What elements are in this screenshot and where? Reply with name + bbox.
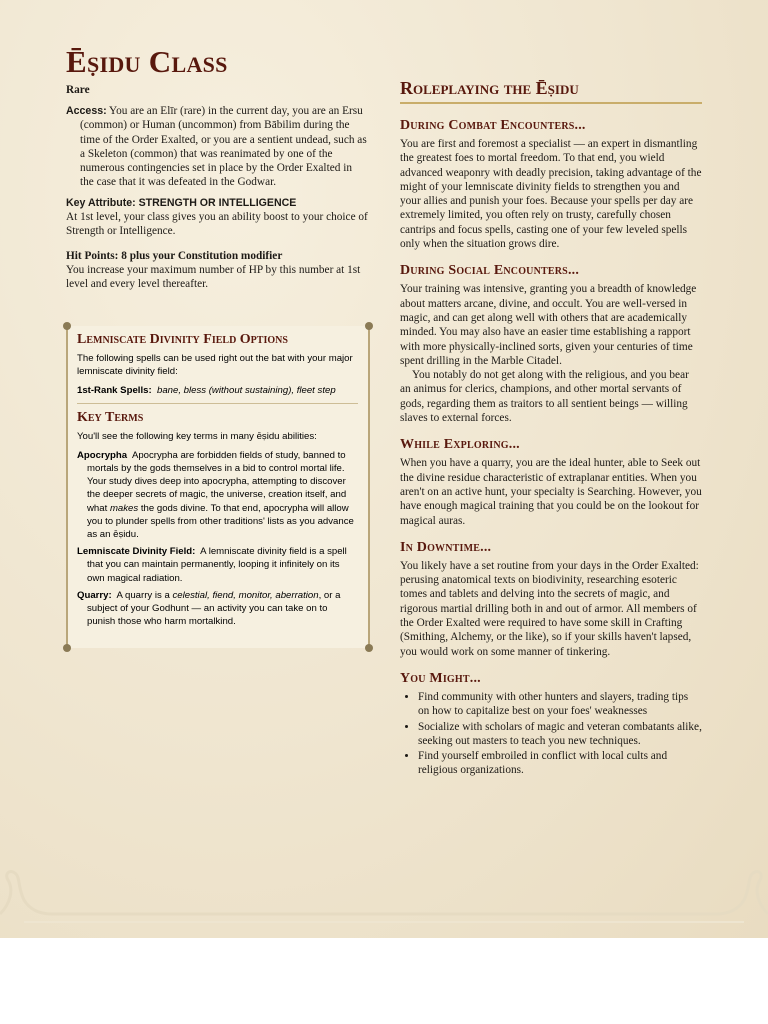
sidebar-corner-top-right: [365, 322, 373, 330]
key-terms-intro: You'll see the following key terms in many ēṣidu abilities:: [77, 430, 317, 442]
field-term-label: Lemniscate Divinity Field:: [77, 546, 196, 558]
field-options-text: The following spells can be used right out the bat with your major lemniscate divinity field:: [77, 353, 353, 378]
spells-text: bane, bless (without sustaining), fleet step: [157, 385, 336, 397]
exploring-text: When you have a quarry, you are the ideal hunter, able to Seek out the divine residue characteristic of extraplanar entities. When you aren't on an active hunt, your specialty is Searching. However, you have enough magical training that you could be on the lookout for magical auras.: [400, 457, 702, 527]
list-item: • Find yourself embroiled in conflict with local cults and religious organizations.: [418, 749, 702, 778]
roleplaying-heading: Roleplaying the Ēṣidu: [400, 78, 702, 104]
footer-ornament: [0, 860, 768, 938]
list-item: • Find community with other hunters and slayers, trading tips on how to capitalize best on your foes' weaknesses: [418, 690, 702, 719]
quarry-label: Quarry:: [77, 589, 112, 601]
exploring-heading: While Exploring...: [400, 437, 520, 453]
key-attribute-label: Key Attribute: STRENGTH OR INTELLIGENCE: [66, 196, 297, 209]
right-column: [400, 78, 702, 779]
ornament-border: [0, 872, 768, 914]
hit-points-text: You increase your maximum number of HP by this number at 1st level and every level thereafter.: [66, 263, 361, 291]
social-heading: During Social Encounters...: [400, 263, 580, 279]
hit-points-label: Hit Points: 8 plus your Constitution modifier: [66, 249, 283, 262]
quarry-text: A quarry is a: [116, 589, 173, 601]
left-column: [66, 44, 368, 292]
apocrypha-label: Apocrypha: [77, 449, 128, 461]
quarry-terms: celestial, fiend, monitor, aberration: [172, 589, 319, 601]
spells-label: 1st-Rank Spells:: [77, 385, 152, 397]
apocrypha-makes: makes: [109, 502, 139, 514]
sidebar-box: [66, 326, 370, 648]
apocrypha-term: [77, 449, 358, 541]
combat-text: You are first and foremost a specialist — an expert in dismantling the greatest foes to mortal freedom. To that end, you wield advanced weaponry with deadly precision, taking advantage of the might of your lemniscate divinity fields to strengthen you and your allies and punish your foes. Because your spells per day are extremely limited, you often rely on trusty, carefully chosen cantrips and focus spells, casting one of your few leveled spells only when the situation grows dire.: [400, 138, 702, 251]
downtime-heading: In Downtime...: [400, 539, 492, 555]
key-attribute-text: At 1st level, your class gives you an ability boost to your choice of Strength or Intelligence.: [66, 211, 368, 238]
sidebar-corner-top-left: [63, 322, 71, 330]
field-options-heading: Lemniscate Divinity Field Options: [77, 332, 288, 347]
sidebar-divider: [77, 403, 358, 404]
key-attribute-block: [66, 196, 368, 239]
social-text-1: Your training was intensive, granting you a breadth of knowledge about matters arcane, divine, and occult. You are well-versed in magic, and can get along well with others that are academically minded. You may also have an easier time establishing a rapport with more physically-inclined sorts, given your centuries of time spent drilling in the Marble Citadel.: [400, 283, 697, 367]
page-title: Ēṣidu Class: [66, 44, 228, 79]
quarry-text-cont: , or a subject of your Godhunt — an activity you can take on to punish those who harm mortalkind.: [87, 589, 341, 628]
downtime-text: You likely have a set routine from your days in the Order Exalted: perusing anatomical texts on biodivinity, researching esoteric tomes and tablets and delving into the secrets of magic, and rigorous martial drilling both in and out of armor. All members of the Order Exalted were required to have some skill in Crafting (Smithing, Alchemy, or the like), so if your skills haven't lapsed, you would work on some manner of tinkering.: [400, 559, 699, 658]
might-list: [400, 690, 702, 778]
access-text: You are an Elīr (rare) in the current day, you are an Ersu (common) or Human (uncommon) from Bābilim during the time of the Order Exalted, or you are a sentient undead, such as a Skeleton (common) that was reanimated by one of the numerous contingencies set in place by the Order Exalted in the case that it was defeated in the Godwar.: [80, 105, 367, 189]
might-heading: You Might...: [400, 670, 481, 686]
combat-heading: During Combat Encounters...: [400, 118, 586, 133]
list-item: • Socialize with scholars of magic and veteran combatants alike, seeking out masters to teach you new techniques.: [418, 720, 702, 749]
social-text-2: You notably do not get along with the religious, and you bear an animus for clerics, champions, and other mortal servants of gods, regarding them as traitors to all sentient beings — willing slaves to external forces.: [400, 369, 689, 425]
quarry-term: [77, 589, 358, 629]
rarity-label: Rare: [66, 84, 90, 96]
hit-points-block: [66, 249, 368, 292]
access-label: Access:: [66, 105, 107, 117]
access-paragraph: [66, 104, 368, 190]
key-terms-heading: Key Terms: [77, 409, 144, 425]
apocrypha-text-cont: the gods divine. To that end, apocrypha will allow you to plunder spells from other traditions' lists as you advance as an ēṣidu.: [87, 502, 354, 541]
apocrypha-text: Apocrypha are forbidden fields of study, banned to mortals by the gods themselves in a bid to control mortal life. Your study dives deep into apocrypha, attempting to discover the deeper secrets of magic, the universe, creation itself, and what: [87, 449, 347, 514]
field-term-text: A lemniscate divinity field is a spell that you can maintain permanently, looping it infinitely on its own magical radiation.: [87, 546, 347, 584]
spells-line: [77, 384, 358, 397]
field-term: [77, 545, 358, 585]
sidebar-corner-bottom-left: [63, 644, 71, 652]
sidebar-corner-bottom-right: [365, 644, 373, 652]
